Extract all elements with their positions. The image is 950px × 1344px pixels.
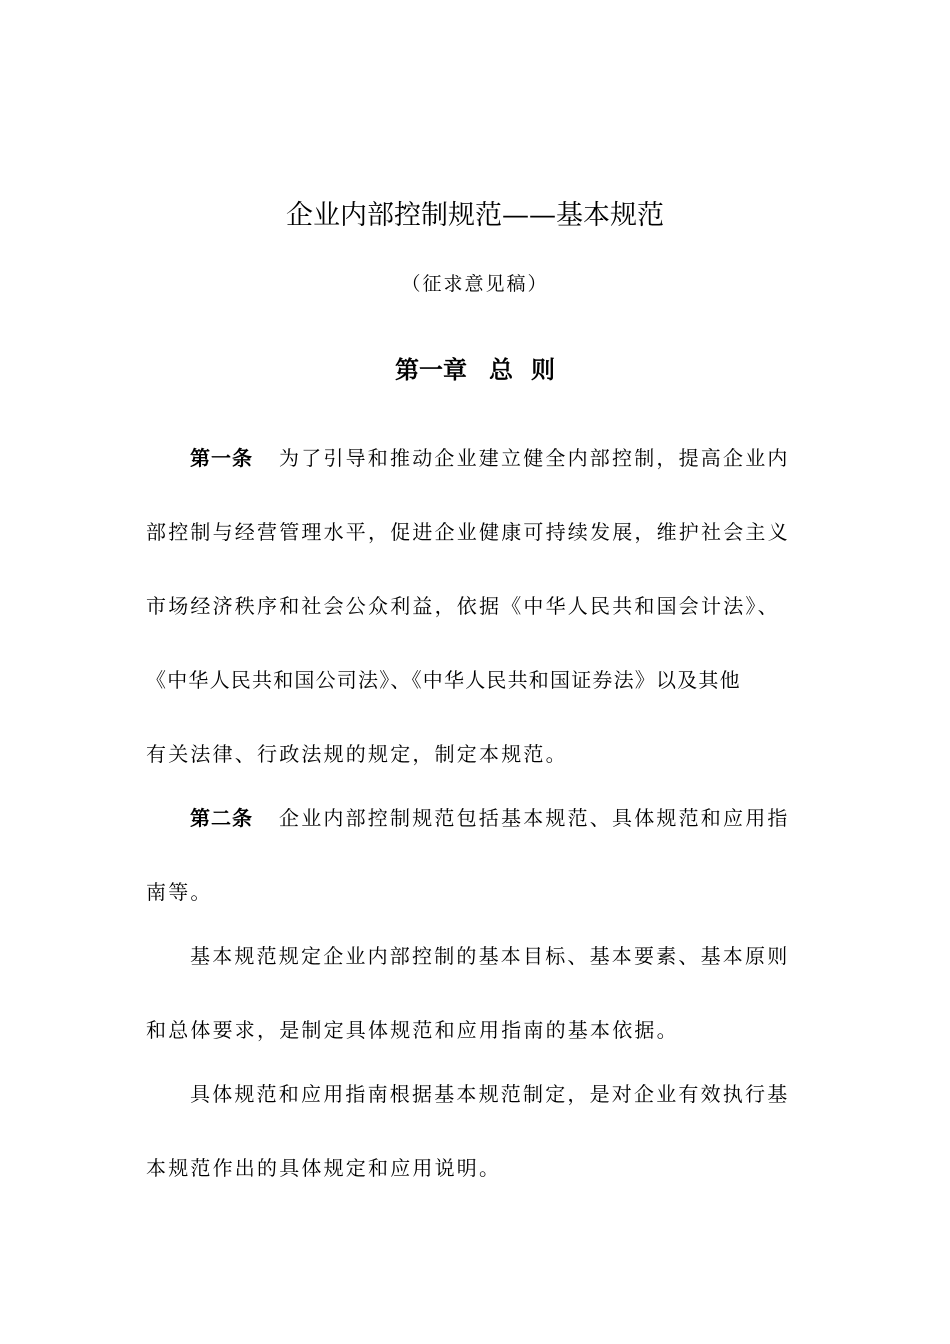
article-2-text-1: 企业内部控制规范包括基本规范、具体规范和应用指	[279, 806, 790, 830]
chapter-number: 第一章	[395, 356, 467, 384]
article-2-line-1	[190, 803, 806, 833]
document-subtitle: （征求意见稿）	[401, 273, 549, 295]
article-1-number: 第一条	[190, 446, 253, 470]
paragraph-2-line-2: 本规范作出的具体规定和应用说明。	[146, 1156, 502, 1180]
paragraph-1-line-2: 和总体要求，是制定具体规范和应用指南的基本依据。	[146, 1018, 679, 1042]
chapter-heading	[0, 352, 950, 388]
article-1-line-5: 有关法律、行政法规的规定，制定本规范。	[146, 742, 568, 766]
paragraph-1-line-1: 基本规范规定企业内部控制的基本目标、基本要素、基本原则	[190, 944, 790, 968]
article-2-number: 第二条	[190, 806, 253, 830]
article-1-line-1	[190, 443, 806, 473]
article-2-line-2: 南等。	[146, 880, 213, 904]
article-1-text-1: 为了引导和推动企业建立健全内部控制，提高企业内	[279, 446, 790, 470]
chapter-name-part1: 总	[489, 356, 513, 384]
article-1-line-2: 部控制与经营管理水平，促进企业健康可持续发展，维护社会主义	[146, 520, 790, 544]
chapter-name-part2: 则	[531, 356, 555, 384]
paragraph-2-line-1: 具体规范和应用指南根据基本规范制定，是对企业有效执行基	[190, 1082, 790, 1106]
article-1-line-4: 《中华人民共和国公司法》、《中华人民共和国证券法》以及其他	[146, 668, 741, 692]
article-1-line-3: 市场经济秩序和社会公众利益，依据《中华人民共和国会计法》、	[146, 594, 780, 618]
document-title: 企业内部控制规范——基本规范	[286, 200, 664, 231]
